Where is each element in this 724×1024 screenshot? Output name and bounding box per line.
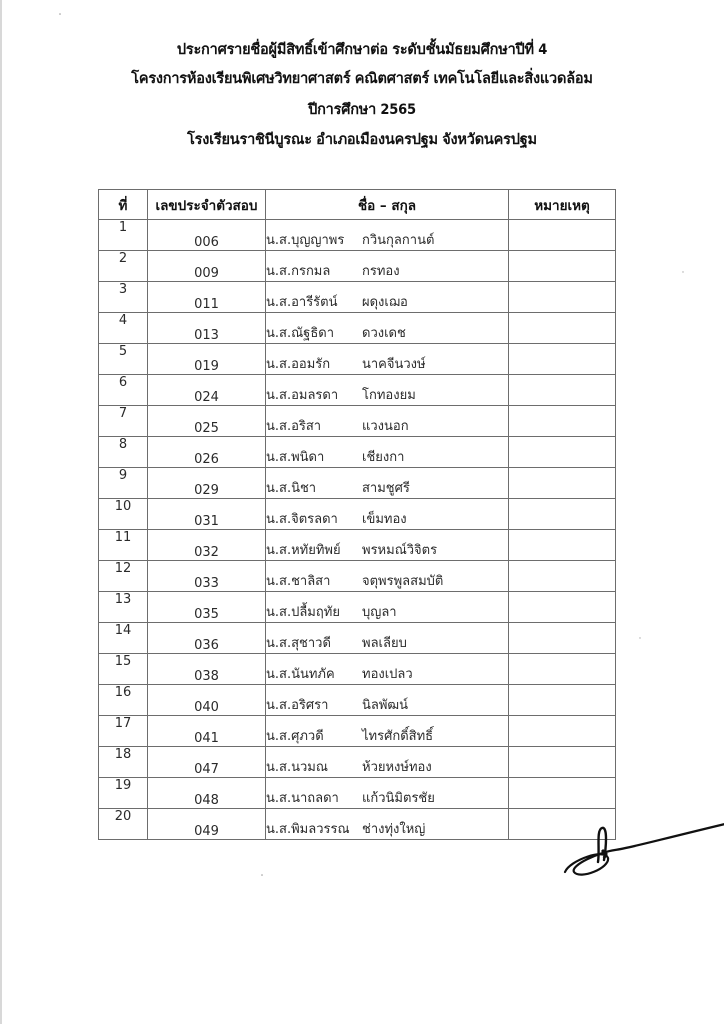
table-row (99, 499, 616, 530)
note (509, 561, 616, 592)
last-name: แวงนอก (362, 419, 409, 434)
note (509, 623, 616, 654)
student-name (266, 220, 509, 251)
exam-id: 032 (148, 530, 266, 561)
table-row (99, 406, 616, 437)
row-number: 17 (99, 716, 148, 747)
table-row (99, 716, 616, 747)
header-exam-id: เลขประจำตัวสอบ (148, 190, 266, 220)
first-name: น.ส.สุชาวดี (266, 636, 331, 651)
note (509, 592, 616, 623)
student-name (266, 468, 509, 499)
student-name (266, 499, 509, 530)
row-number: 3 (99, 282, 148, 313)
student-name (266, 716, 509, 747)
first-name: น.ส.พนิดา (266, 450, 325, 465)
last-name: จตุพรพูลสมบัติ (362, 574, 444, 589)
exam-id: 019 (148, 344, 266, 375)
first-name: น.ส.อริสา (266, 419, 322, 434)
row-number: 1 (99, 220, 148, 251)
row-number: 10 (99, 499, 148, 530)
row-number: 19 (99, 778, 148, 809)
first-name: น.ส.พิมลวรรณ (266, 822, 350, 837)
row-number: 12 (99, 561, 148, 592)
last-name: กวินกุลกานต์ (362, 233, 435, 248)
last-name: กรทอง (362, 264, 400, 279)
table-body (99, 220, 616, 840)
note (509, 313, 616, 344)
scan-edge (0, 0, 2, 1024)
student-name (266, 344, 509, 375)
school-name: โรงเรียนราชินีบูรณะ อำเภอเมืองนครปฐม จังหวัดนครปฐม (187, 132, 537, 148)
table-row (99, 654, 616, 685)
last-name: เข็มทอง (362, 512, 407, 527)
note (509, 778, 616, 809)
student-name (266, 375, 509, 406)
last-name: ไทรศักดิ์สิทธิ์ (362, 729, 434, 744)
exam-id: 049 (148, 809, 266, 840)
row-number: 5 (99, 344, 148, 375)
exam-id: 041 (148, 716, 266, 747)
academic-year: ปีการศึกษา 2565 (308, 102, 416, 118)
exam-id: 026 (148, 437, 266, 468)
last-name: นาคจีนวงษ์ (362, 357, 426, 372)
exam-id: 013 (148, 313, 266, 344)
student-name (266, 437, 509, 468)
student-name (266, 406, 509, 437)
title-line-2: โครงการห้องเรียนพิเศษวิทยาศาสตร์ คณิตศาสตร์ เทคโนโลยีและสิ่งแวดล้อม (131, 71, 593, 87)
last-name: สามชูศรี (362, 481, 410, 496)
row-number: 7 (99, 406, 148, 437)
student-name (266, 282, 509, 313)
row-number: 16 (99, 685, 148, 716)
first-name: น.ส.นวมณ (266, 760, 328, 775)
note (509, 437, 616, 468)
last-name: เชียงกา (362, 450, 405, 465)
first-name: น.ส.หทัยทิพย์ (266, 543, 341, 558)
table-row (99, 437, 616, 468)
table-row (99, 530, 616, 561)
student-name (266, 685, 509, 716)
row-number: 13 (99, 592, 148, 623)
first-name: น.ส.ศุภวดี (266, 729, 324, 744)
table-row (99, 282, 616, 313)
table-row (99, 344, 616, 375)
exam-id: 006 (148, 220, 266, 251)
last-name: ทองเปลว (362, 667, 413, 682)
row-number: 2 (99, 251, 148, 282)
first-name: น.ส.ณัฐธิดา (266, 326, 334, 341)
first-name: น.ส.จิตรลดา (266, 512, 338, 527)
student-name (266, 654, 509, 685)
last-name: แก้วนิมิตรชัย (362, 791, 435, 806)
row-number: 20 (99, 809, 148, 840)
note (509, 344, 616, 375)
last-name: ห้วยหงษ์ทอง (362, 760, 432, 775)
note (509, 406, 616, 437)
table-row (99, 809, 616, 840)
row-number: 6 (99, 375, 148, 406)
table-row (99, 592, 616, 623)
table-row (99, 623, 616, 654)
row-number: 18 (99, 747, 148, 778)
last-name: พลเลียบ (362, 636, 407, 651)
header-note: หมายเหตุ (509, 190, 616, 220)
first-name: น.ส.นาถลดา (266, 791, 339, 806)
last-name: โกทองยม (362, 388, 416, 403)
note (509, 468, 616, 499)
exam-id: 025 (148, 406, 266, 437)
table-header-row (99, 190, 616, 220)
note (509, 654, 616, 685)
first-name: น.ส.อริศรา (266, 698, 329, 713)
exam-id: 040 (148, 685, 266, 716)
note (509, 220, 616, 251)
exam-id: 038 (148, 654, 266, 685)
row-number: 8 (99, 437, 148, 468)
last-name: บุญลา (362, 605, 397, 620)
row-number: 11 (99, 530, 148, 561)
student-name (266, 747, 509, 778)
note (509, 747, 616, 778)
student-name (266, 530, 509, 561)
note (509, 685, 616, 716)
note (509, 282, 616, 313)
last-name: ผดุงเฌอ (362, 295, 408, 310)
table-row (99, 561, 616, 592)
exam-id: 009 (148, 251, 266, 282)
exam-id: 011 (148, 282, 266, 313)
first-name: น.ส.บุญญาพร (266, 233, 345, 248)
student-name (266, 313, 509, 344)
table-row (99, 747, 616, 778)
first-name: น.ส.นันทภัค (266, 667, 335, 682)
first-name: น.ส.ออมรัก (266, 357, 331, 372)
exam-id: 036 (148, 623, 266, 654)
row-number: 4 (99, 313, 148, 344)
last-name: นิลพัฒน์ (362, 698, 409, 713)
exam-id: 029 (148, 468, 266, 499)
header-no: ที่ (99, 190, 148, 220)
table-row (99, 220, 616, 251)
note (509, 499, 616, 530)
student-name (266, 623, 509, 654)
student-name (266, 592, 509, 623)
exam-id: 048 (148, 778, 266, 809)
note (509, 716, 616, 747)
header-name: ชื่อ – สกุล (266, 190, 509, 220)
table-row (99, 251, 616, 282)
last-name: ดวงเดช (362, 326, 406, 341)
exam-id: 047 (148, 747, 266, 778)
first-name: น.ส.อารีรัตน์ (266, 295, 338, 310)
table-row (99, 685, 616, 716)
student-name (266, 251, 509, 282)
student-name (266, 561, 509, 592)
last-name: พรหมณ์วิจิตร (362, 543, 438, 558)
exam-id: 024 (148, 375, 266, 406)
note (509, 530, 616, 561)
note (509, 375, 616, 406)
student-name (266, 778, 509, 809)
first-name: น.ส.ชาลิสา (266, 574, 331, 589)
student-name (266, 809, 509, 840)
exam-id: 031 (148, 499, 266, 530)
note (509, 251, 616, 282)
table-row (99, 375, 616, 406)
row-number: 9 (99, 468, 148, 499)
first-name: น.ส.อมลรดา (266, 388, 339, 403)
first-name: น.ส.กรกมล (266, 264, 331, 279)
exam-id: 035 (148, 592, 266, 623)
row-number: 15 (99, 654, 148, 685)
signature-icon (560, 820, 724, 890)
table-row (99, 468, 616, 499)
table-row (99, 313, 616, 344)
first-name: น.ส.นิชา (266, 481, 317, 496)
row-number: 14 (99, 623, 148, 654)
first-name: น.ส.ปลื้มฤทัย (266, 605, 340, 620)
title-line-1: ประกาศรายชื่อผู้มีสิทธิ์เข้าศึกษาต่อ ระดับชั้นมัธยมศึกษาปีที่ 4 (176, 42, 548, 58)
student-roster-table (98, 189, 616, 840)
exam-id: 033 (148, 561, 266, 592)
table-row (99, 778, 616, 809)
last-name: ช่างทุ่งใหญ่ (362, 822, 426, 837)
